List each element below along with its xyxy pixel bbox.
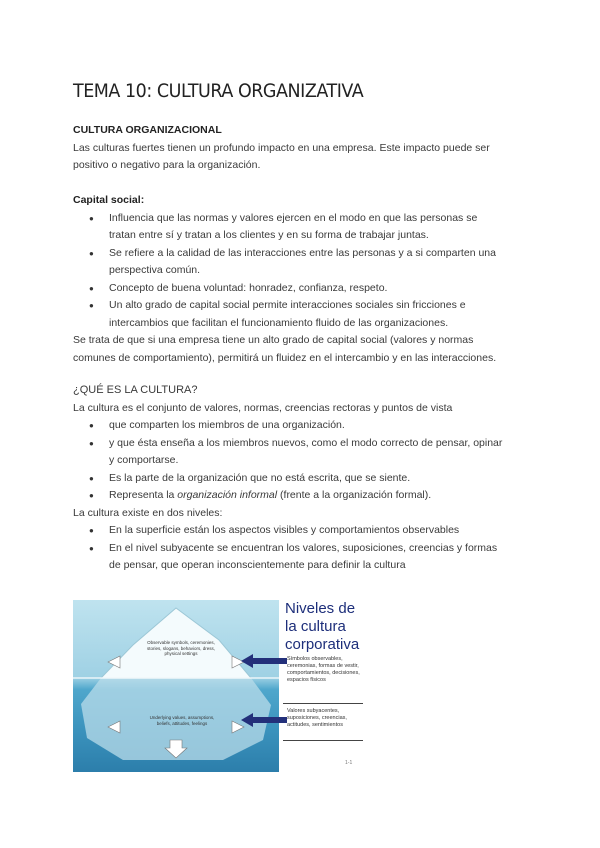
- arrow-left-icon: [241, 713, 287, 727]
- section-organizacional: [73, 122, 533, 175]
- iceberg-label-top: Observable symbols, ceremonies, stories, slogans, behaviors, dress, physical settings: [146, 640, 216, 656]
- list-item-line: ● Un alto grado de capital social permite interacciones sociales sin fricciones e: [109, 299, 466, 311]
- list-item: [73, 540, 533, 575]
- paragraph-line: La cultura es el conjunto de valores, normas, creencias rectoras y puntos de vista: [73, 401, 453, 414]
- list-item-line: ● Influencia que las normas y valores ejercen en el modo en que las personas se: [109, 211, 478, 224]
- list-item: [73, 280, 533, 298]
- list-item-line: de pensar, que operan inconscientemente para definir la cultura: [109, 559, 406, 571]
- list-item-line: ● Concepto de buena voluntad: honradez, confianza, respeto.: [109, 281, 388, 294]
- list-item-line: intercambios que facilitan el funcionamiento fluido de las organizaciones.: [109, 316, 449, 329]
- bullet-list: [73, 417, 533, 505]
- paragraph-line: positivo o negativo para la organización.: [73, 159, 261, 171]
- list-item-line: y comportarse.: [109, 454, 179, 466]
- list-item-line: ● y que ésta enseña a los miembros nuevos, como el modo correcto de pensar, opinar: [109, 436, 503, 449]
- list-item: [73, 297, 533, 332]
- section-heading: Capital social:: [73, 194, 145, 206]
- list-item-line: [109, 487, 533, 505]
- divider: [283, 740, 363, 741]
- bullet-list: [73, 210, 533, 333]
- list-item-line: ● que comparten los miembros de una organización.: [109, 419, 345, 431]
- list-item-line: ● En el nivel subyacente se encuentran los valores, suposiciones, creencias y formas: [109, 541, 498, 554]
- list-item: [73, 435, 533, 470]
- text-run: (frente a la organización formal).: [277, 489, 432, 501]
- text-run: Representa la: [109, 489, 178, 501]
- list-item-line: ● Es la parte de la organización que no está escrita, que se siente.: [109, 471, 411, 484]
- list-item-line: perspectiva común.: [109, 264, 201, 276]
- iceberg-image: [73, 600, 279, 772]
- list-item-line: tratan entre sí y tratan a los clientes y en su forma de trabajar juntas.: [109, 229, 429, 241]
- list-item: [73, 487, 533, 505]
- section-que-es-cultura: [73, 382, 533, 575]
- figure-title-line: Niveles de: [285, 600, 356, 617]
- divider: [283, 703, 363, 704]
- section-capital-social: [73, 192, 533, 367]
- paragraph-line: Se trata de que si una empresa tiene un alto grado de capital social (valores y normas: [73, 334, 474, 346]
- list-item-line: ● En la superficie están los aspectos visibles y comportamientos observables: [109, 524, 460, 536]
- paragraph-line: comunes de comportamiento), permitirá un fluidez en el intercambio y en las interacciones.: [73, 351, 497, 364]
- figure-title-line: la cultura: [285, 618, 346, 635]
- bullet-list: [73, 522, 533, 575]
- figure-title: [285, 600, 359, 654]
- paragraph-line: La cultura existe en dos niveles:: [73, 506, 223, 519]
- list-item: [73, 417, 533, 435]
- emphasis-text: organización informal: [177, 489, 278, 501]
- iceberg-illustration: [73, 600, 279, 772]
- paragraph-line: Las culturas fuertes tienen un profundo impacto en una empresa. Este impacto puede ser: [73, 141, 490, 154]
- iceberg-label-bottom: Underlying values, assumptions, beliefs, attitudes, feelings: [149, 715, 215, 726]
- list-item-line: ● Se refiere a la calidad de las interacciones entre las personas y a si comparten una: [109, 246, 496, 259]
- list-item: [73, 245, 533, 280]
- figure-note-top: Símbolos observables, ceremonias, formas de vestir, comportamientos, decisiones, espacios físicos: [287, 656, 360, 683]
- arrow-left-icon: [241, 654, 287, 668]
- page-title: TEMA 10: CULTURA ORGANIZATIVA: [73, 80, 364, 102]
- section-heading: ¿QUÉ ES LA CULTURA?: [73, 384, 198, 396]
- figure-note-bottom: Valores subyacentes, suposiciones, creencias, actitudes, sentimientos: [287, 708, 347, 728]
- list-item: [73, 470, 533, 488]
- figure-title-line: corporativa: [285, 636, 360, 653]
- list-item: [73, 210, 533, 245]
- list-item: [73, 522, 533, 540]
- iceberg-figure: [73, 600, 363, 772]
- figure-page-number: 1-1: [345, 760, 353, 766]
- section-heading: CULTURA ORGANIZACIONAL: [73, 124, 222, 136]
